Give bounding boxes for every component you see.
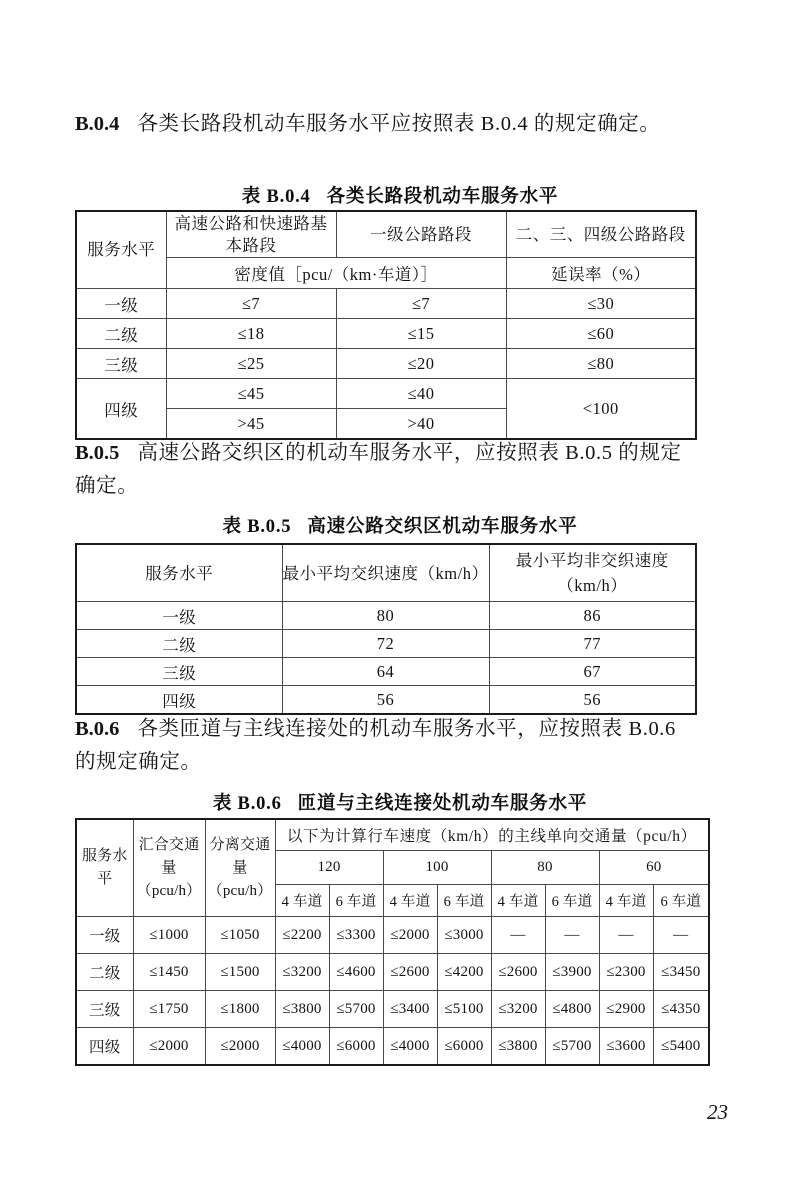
cell-level: 四级 <box>76 379 166 440</box>
table-caption-title-b06: 匝道与主线连接处机动车服务水平 <box>297 794 588 814</box>
cell-mainline-volume: ≤2600 <box>491 954 545 991</box>
table-caption-title-b04: 各类长路段机动车服务水平 <box>326 187 559 207</box>
table-b05 <box>75 543 697 715</box>
cell-mainline-volume: ≤3800 <box>275 991 329 1028</box>
clause-number-b04: B.0.4 <box>75 113 120 135</box>
cell-mainline-volume: ≤3400 <box>383 991 437 1028</box>
table-caption-label-b04: 表 B.0.4 <box>241 187 311 207</box>
cell-primary: ≤7 <box>336 289 506 319</box>
table-caption-title-b05: 高速公路交织区机动车服务水平 <box>307 517 578 537</box>
clause-text-b06: 各类匝道与主线连接处的机动车服务水平，应按照表 B.0.6 的规定确定。 <box>75 718 676 773</box>
cell-mainline-volume: ≤3800 <box>491 1028 545 1066</box>
cell-merge-volume: ≤1750 <box>133 991 205 1028</box>
cell-mainline-volume: ≤2300 <box>599 954 653 991</box>
cell-mainline-volume: ≤3300 <box>329 917 383 954</box>
table-row <box>76 954 709 991</box>
cell-mainline-volume: ≤3200 <box>275 954 329 991</box>
cell-primary: >40 <box>336 409 506 440</box>
clause-paragraph-b05 <box>75 437 700 503</box>
table-caption-label-b06: 表 B.0.6 <box>212 794 282 814</box>
header-secondary-road-section: 二、三、四级公路路段 <box>506 211 696 258</box>
clause-text-b04: 各类长路段机动车服务水平应按照表 B.0.4 的规定确定。 <box>137 113 661 135</box>
table-row <box>76 349 696 379</box>
header-speed-100: 100 <box>383 851 491 885</box>
table-b06 <box>75 818 710 1066</box>
cell-diverge-volume: ≤1800 <box>205 991 275 1028</box>
header-diverge-volume: 分离交通量（pcu/h） <box>205 819 275 917</box>
cell-diverge-volume: ≤2000 <box>205 1028 275 1066</box>
table-row <box>76 630 696 658</box>
header-speed-60: 60 <box>599 851 709 885</box>
cell-level: 三级 <box>76 349 166 379</box>
cell-mainline-volume: — <box>599 917 653 954</box>
cell-mainline-volume: ≤4600 <box>329 954 383 991</box>
clause-paragraph-b06 <box>75 713 700 779</box>
cell-mainline-volume: ≤5400 <box>653 1028 709 1066</box>
table-row-units <box>76 258 696 289</box>
clause-number-b06: B.0.6 <box>75 718 120 740</box>
header-lane-count: 4 车道 <box>383 885 437 917</box>
cell-nonweaving-speed: 56 <box>489 686 696 715</box>
cell-level: 四级 <box>76 1028 133 1066</box>
cell-weaving-speed: 64 <box>282 658 489 686</box>
table-caption-label-b05: 表 B.0.5 <box>222 517 292 537</box>
cell-mainline-volume: ≤4800 <box>545 991 599 1028</box>
table-row <box>76 602 696 630</box>
cell-freeway: ≤7 <box>166 289 336 319</box>
header-speed-80: 80 <box>491 851 599 885</box>
cell-level: 一级 <box>76 289 166 319</box>
cell-level: 二级 <box>76 630 282 658</box>
header-lane-count: 6 车道 <box>437 885 491 917</box>
header-min-avg-weaving-speed: 最小平均交织速度（km/h） <box>282 544 489 602</box>
cell-freeway: ≤45 <box>166 379 336 409</box>
cell-weaving-speed: 80 <box>282 602 489 630</box>
cell-other: ≤30 <box>506 289 696 319</box>
cell-mainline-volume: ≤2900 <box>599 991 653 1028</box>
header-service-level: 服务水平 <box>76 544 282 602</box>
table-caption-b04 <box>0 182 800 208</box>
cell-mainline-volume: ≤5100 <box>437 991 491 1028</box>
cell-merge-volume: ≤2000 <box>133 1028 205 1066</box>
cell-mainline-volume: ≤4350 <box>653 991 709 1028</box>
header-lane-count: 4 车道 <box>599 885 653 917</box>
table-row-header <box>76 544 696 602</box>
cell-level: 三级 <box>76 991 133 1028</box>
cell-level: 二级 <box>76 954 133 991</box>
cell-mainline-volume: ≤6000 <box>437 1028 491 1066</box>
cell-level: 二级 <box>76 319 166 349</box>
header-service-level: 服务水平 <box>76 819 133 917</box>
cell-other: ≤80 <box>506 349 696 379</box>
cell-level: 一级 <box>76 602 282 630</box>
cell-other: ≤60 <box>506 319 696 349</box>
table-row <box>76 917 709 954</box>
cell-diverge-volume: ≤1500 <box>205 954 275 991</box>
header-unit-delay-rate: 延误率（%） <box>506 258 696 289</box>
cell-freeway: >45 <box>166 409 336 440</box>
cell-primary: ≤15 <box>336 319 506 349</box>
cell-nonweaving-speed: 77 <box>489 630 696 658</box>
cell-mainline-volume: ≤2200 <box>275 917 329 954</box>
header-speed-120: 120 <box>275 851 383 885</box>
cell-nonweaving-speed: 67 <box>489 658 696 686</box>
cell-mainline-volume: ≤2000 <box>383 917 437 954</box>
cell-level: 一级 <box>76 917 133 954</box>
cell-weaving-speed: 72 <box>282 630 489 658</box>
cell-mainline-volume: ≤5700 <box>329 991 383 1028</box>
cell-mainline-volume: ≤4200 <box>437 954 491 991</box>
header-service-level: 服务水平 <box>76 211 166 289</box>
cell-mainline-volume: ≤3200 <box>491 991 545 1028</box>
clause-text-b05: 高速公路交织区的机动车服务水平，应按照表 B.0.5 的规定确定。 <box>75 442 682 497</box>
cell-weaving-speed: 56 <box>282 686 489 715</box>
cell-mainline-volume: ≤3600 <box>599 1028 653 1066</box>
header-lane-count: 6 车道 <box>653 885 709 917</box>
cell-level: 三级 <box>76 658 282 686</box>
table-row <box>76 1028 709 1066</box>
cell-mainline-volume: ≤6000 <box>329 1028 383 1066</box>
table-row <box>76 991 709 1028</box>
cell-diverge-volume: ≤1050 <box>205 917 275 954</box>
cell-mainline-volume: ≤4000 <box>383 1028 437 1066</box>
clause-number-b05: B.0.5 <box>75 442 120 464</box>
page-number: 23 <box>707 1100 728 1124</box>
table-row-header-title <box>76 819 709 851</box>
cell-mainline-volume: ≤2600 <box>383 954 437 991</box>
cell-mainline-volume: ≤3450 <box>653 954 709 991</box>
cell-other: <100 <box>506 379 696 440</box>
header-min-avg-nonweaving-speed: 最小平均非交织速度（km/h） <box>489 544 696 602</box>
header-lane-count: 4 车道 <box>275 885 329 917</box>
table-caption-b05 <box>0 512 800 538</box>
header-lane-count: 6 车道 <box>545 885 599 917</box>
header-merge-volume: 汇合交通量（pcu/h） <box>133 819 205 917</box>
cell-primary: ≤20 <box>336 349 506 379</box>
table-b04 <box>75 210 697 440</box>
cell-mainline-volume: — <box>491 917 545 954</box>
header-lane-count: 6 车道 <box>329 885 383 917</box>
table-caption-b06 <box>0 789 800 815</box>
cell-primary: ≤40 <box>336 379 506 409</box>
table-row <box>76 379 696 409</box>
cell-mainline-volume: ≤4000 <box>275 1028 329 1066</box>
table-row <box>76 289 696 319</box>
table-row <box>76 686 696 715</box>
clause-paragraph-b04 <box>75 108 700 141</box>
cell-level: 四级 <box>76 686 282 715</box>
cell-merge-volume: ≤1450 <box>133 954 205 991</box>
table-row <box>76 658 696 686</box>
cell-mainline-volume: — <box>653 917 709 954</box>
header-lane-count: 4 车道 <box>491 885 545 917</box>
cell-nonweaving-speed: 86 <box>489 602 696 630</box>
cell-merge-volume: ≤1000 <box>133 917 205 954</box>
header-freeway-section: 高速公路和快速路基本路段 <box>166 211 336 258</box>
cell-freeway: ≤25 <box>166 349 336 379</box>
header-mainline-volume-title: 以下为计算行车速度（km/h）的主线单向交通量（pcu/h） <box>275 819 709 851</box>
header-unit-density: 密度值［pcu/（km·车道）］ <box>166 258 506 289</box>
table-row-header <box>76 211 696 258</box>
cell-mainline-volume: ≤5700 <box>545 1028 599 1066</box>
cell-mainline-volume: ≤3900 <box>545 954 599 991</box>
cell-mainline-volume: ≤3000 <box>437 917 491 954</box>
cell-mainline-volume: — <box>545 917 599 954</box>
cell-freeway: ≤18 <box>166 319 336 349</box>
header-primary-road-section: 一级公路路段 <box>336 211 506 258</box>
table-row <box>76 319 696 349</box>
